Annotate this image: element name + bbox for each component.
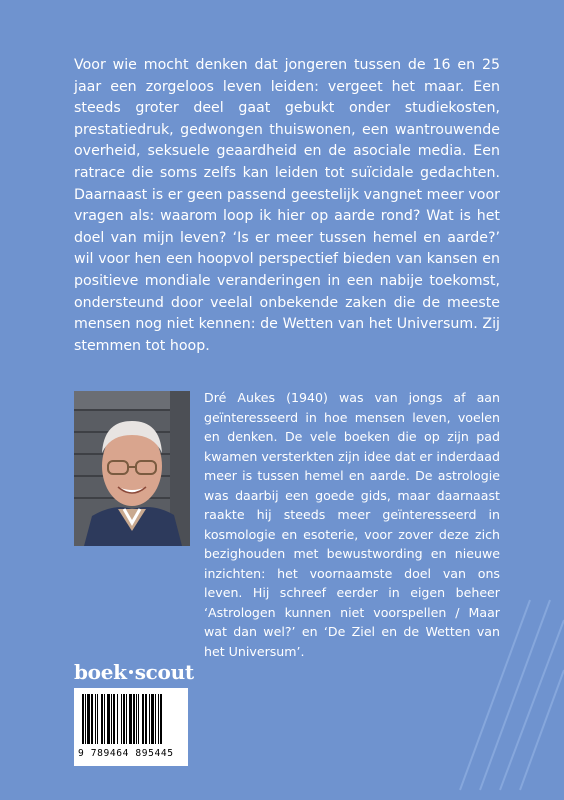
publisher-logo-part2: scout	[134, 660, 194, 684]
barcode-bar	[121, 694, 122, 744]
barcode-bar	[85, 694, 86, 744]
barcode-bar	[82, 694, 84, 744]
barcode-bar	[95, 694, 96, 744]
barcode-bar	[136, 694, 137, 744]
barcode-number: 9 789464 895445	[78, 748, 174, 759]
barcode-bar	[97, 694, 98, 744]
barcode-bar	[101, 694, 103, 744]
barcode-bar	[138, 694, 139, 744]
publisher-logo-part1: boek	[74, 660, 127, 684]
publisher-logo	[74, 660, 194, 684]
barcode-bar	[111, 694, 112, 744]
barcode-bar	[107, 694, 110, 744]
author-portrait-image	[74, 391, 190, 546]
barcode-bar	[129, 694, 132, 744]
barcode-bar	[117, 694, 118, 744]
barcode-bar	[87, 694, 90, 744]
barcode-bar	[151, 694, 154, 744]
back-cover-blurb	[74, 55, 500, 357]
author-bio-text: Dré Aukes (1940) was van jongs af aan geïnteresseerd in hoe mensen leven, voelen en denken. De vele boeken die op zijn pad kwamen versterkten zijn idee dat er inderdaad meer is tussen hemel en aarde. De astrologie was daarbij een goede gids, maar daarnaast raakte hij steeds meer geïnteresseerd in kosmologie en esoterie, voor zover deze zich bezighouden met bewustwording en nieuwe inzichten: het voornaamste doel van ons leven. Hij schreef eerder in eigen beheer ‘Astrologen kunnen niet voorspellen / Maar wat dan wel?’ en ‘De Ziel en de Wetten van het Universum’.	[204, 390, 500, 659]
decorative-pattern	[440, 560, 564, 800]
barcode-bar	[126, 694, 127, 744]
barcode-bar	[133, 694, 135, 744]
barcode-bar	[142, 694, 144, 744]
publisher-logo-dot	[129, 670, 133, 674]
barcode-bars	[80, 694, 182, 746]
barcode-bar	[149, 694, 150, 744]
blurb-paragraph: Voor wie mocht denken dat jongeren tussen de 16 en 25 jaar een zorgeloos leven leiden: vergeet het maar. Een steeds groter deel gaat gebukt onder studiekosten, prestatiedruk, gedwongen thuiswonen, een wantrouwende overheid, seksuele geaardheid en de asociale media. Een ratrace die soms zelfs kan leiden tot suïcidale gedachten. Daarnaast is er geen passend geestelijk vangnet meer voor vragen als: waarom loop ik hier op aarde rond? Wat is het doel van mijn leven? ‘Is er meer tussen hemel en aarde?’ wil voor hen een hoopvol perspectief bieden van kansen en positieve mondiale veranderingen in een nabije toekomst, ondersteund door veelal onbekende zaken die de meeste mensen nog niet kennen: de Wetten van het Universum. Zij stemmen tot hoop.	[74, 57, 500, 354]
barcode-bar	[158, 694, 159, 744]
author-photo	[74, 391, 190, 546]
barcode-bar	[155, 694, 156, 744]
barcode-bar	[113, 694, 115, 744]
barcode-bar	[104, 694, 105, 744]
barcode-bar	[160, 694, 162, 744]
isbn-barcode	[74, 688, 188, 766]
barcode-bar	[123, 694, 125, 744]
barcode-bar	[91, 694, 93, 744]
barcode-bar	[145, 694, 147, 744]
